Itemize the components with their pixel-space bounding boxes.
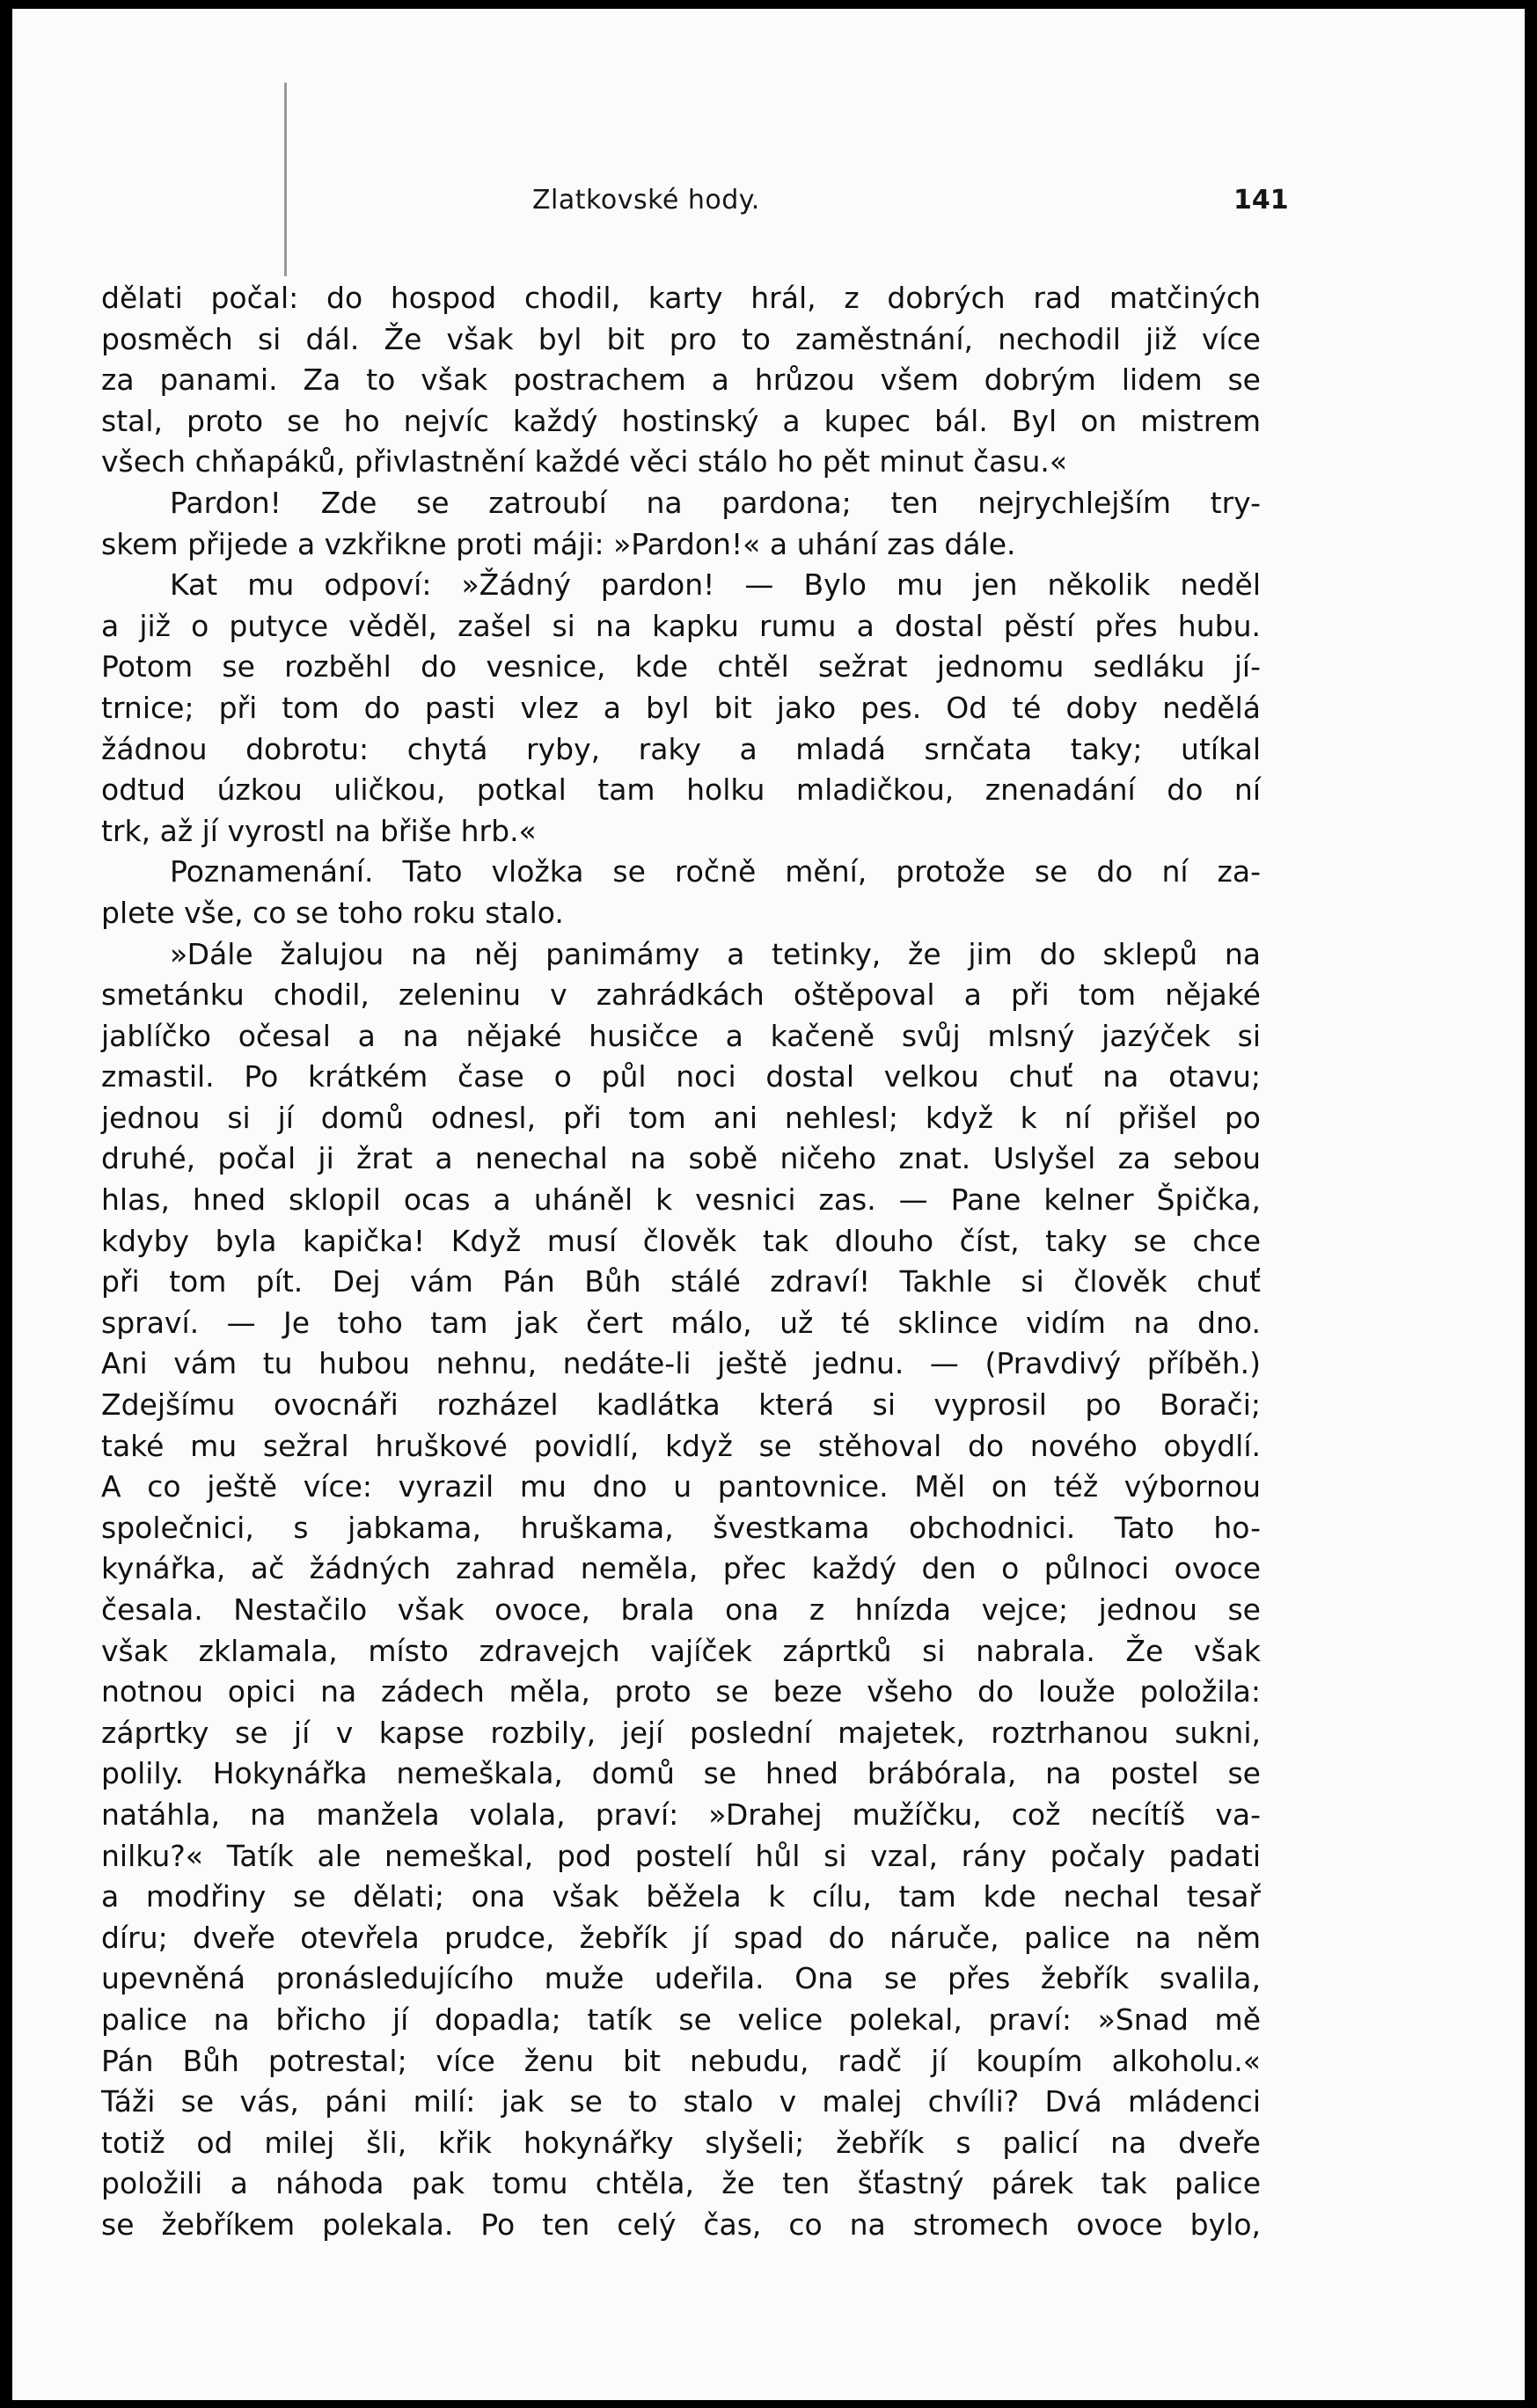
text-line: česala. Nestačilo však ovoce, brala ona z hnízda vejce; jednou se <box>101 1592 1261 1627</box>
text-line: zmastil. Po krátkém čase o půl noci dostal velkou chuť na otavu; <box>101 1059 1261 1094</box>
page-fold-mark <box>284 83 287 276</box>
text-line: se žebříkem polekala. Po ten celý čas, co na stromech ovoce bylo, <box>101 2207 1261 2242</box>
text-line: Zdejšímu ovocnáři rozházel kadlátka která si vyprosil po Borači; <box>101 1387 1261 1423</box>
text-line: upevněná pronásledujícího muže udeřila. Ona se přes žebřík svalila, <box>101 1961 1261 1996</box>
text-line: všech chňapáků, přivlastnění každé věci stálo ho pět minut času.« <box>101 444 1068 479</box>
text-line: kdyby byla kapička! Když musí člověk tak dlouho číst, taky se chce <box>101 1223 1261 1258</box>
text-line: stal, proto se ho nejvíc každý hostinský a kupec bál. Byl on mistrem <box>101 403 1261 438</box>
text-line: skem přijede a vzkřikne proti máji: »Pardon!« a uhání zas dále. <box>101 526 1016 561</box>
text-line: a modřiny se dělati; ona však běžela k cílu, tam kde nechal tesař <box>101 1879 1261 1914</box>
body-text <box>101 278 1261 2246</box>
text-line: trk, až jí vyrostl na břiše hrb.« <box>101 813 537 848</box>
text-line: kynářka, ač žádných zahrad neměla, přec každý den o půlnoci ovoce <box>101 1551 1261 1586</box>
text-line: však zklamala, místo zdravejch vajíček záprtků si nabrala. Že však <box>101 1633 1261 1668</box>
text-line: natáhla, na manžela volala, praví: »Drahej mužíčku, což necítíš va- <box>101 1797 1261 1832</box>
text-line: »Dále žalujou na něj panimámy a tetinky, že jim do sklepů na <box>170 936 1261 971</box>
text-line: odtud úzkou uličkou, potkal tam holku mladičkou, znenadání do ní <box>101 772 1261 808</box>
page-number: 141 <box>1233 185 1289 216</box>
text-line: Poznamenání. Tato vložka se ročně mění, protože se do ní za- <box>170 854 1261 889</box>
text-line: smetánku chodil, zeleninu v zahrádkách oštěpoval a při tom nějaké <box>101 977 1261 1013</box>
text-line: Ani vám tu hubou nehnu, nedáte-li ještě jednu. — (Pravdivý příběh.) <box>101 1346 1261 1381</box>
text-line: spraví. — Je toho tam jak čert málo, už té sklince vidím na dno. <box>101 1305 1261 1340</box>
text-line: hlas, hned sklopil ocas a uháněl k vesnici zas. — Pane kelner Špička, <box>101 1182 1261 1218</box>
text-line: díru; dveře otevřela prudce, žebřík jí spad do náruče, palice na něm <box>101 1920 1261 1955</box>
text-line: posměch si dál. Že však byl bit pro to zaměstnání, nechodil již více <box>101 321 1261 356</box>
text-line: Pán Bůh potrestal; více ženu bit nebudu, radč jí koupím alkoholu.« <box>101 2043 1261 2078</box>
text-line: dělati počal: do hospod chodil, karty hrál, z dobrých rad matčiných <box>101 281 1261 315</box>
text-line: palice na břicho jí dopadla; tatík se velice polekal, praví: »Snad mě <box>101 2002 1261 2037</box>
text-line: položili a náhoda pak tomu chtěla, že ten šťastný párek tak palice <box>101 2166 1261 2201</box>
text-line: A co ještě více: vyrazil mu dno u pantovnice. Měl on též výbornou <box>101 1469 1261 1504</box>
text-line: notnou opici na zádech měla, proto se beze všeho do louže položila: <box>101 1674 1261 1709</box>
text-line: nilku?« Tatík ale nemeškal, pod postelí hůl si vzal, rány počaly padati <box>101 1838 1261 1873</box>
text-line: polily. Hokynářka nemeškala, domů se hned brábórala, na postel se <box>101 1756 1261 1791</box>
text-line: jablíčko očesal a na nějaké husičce a kačeně svůj mlsný jazýček si <box>101 1018 1261 1053</box>
running-title: Zlatkovské hody. <box>532 185 760 216</box>
text-line: a již o putyce věděl, zašel si na kapku rumu a dostal pěstí přes hubu. <box>101 608 1261 643</box>
book-page <box>12 9 1525 2400</box>
text-line: také mu sežral hruškové povidlí, když se stěhoval do nového obydlí. <box>101 1428 1261 1463</box>
text-line: společnici, s jabkama, hruškama, švestkama obchodnici. Tato ho- <box>101 1510 1261 1545</box>
text-line: záprtky se jí v kapse rozbily, její poslední majetek, roztrhanou sukni, <box>101 1715 1261 1750</box>
text-line: jednou si jí domů odnesl, při tom ani nehlesl; když k ní přišel po <box>101 1100 1261 1135</box>
text-line: při tom pít. Dej vám Pán Bůh stálé zdraví! Takhle si člověk chuť <box>101 1264 1261 1299</box>
text-line: za panami. Za to však postrachem a hrůzou všem dobrým lidem se <box>101 362 1261 398</box>
text-line: žádnou dobrotu: chytá ryby, raky a mladá srnčata taky; utíkal <box>101 731 1261 766</box>
text-line: druhé, počal ji žrat a nenechal na sobě ničeho znat. Uslyšel za sebou <box>101 1141 1261 1176</box>
text-line: Táži se vás, páni milí: jak se to stalo v malej chvíli? Dvá mládenci <box>101 2084 1261 2119</box>
text-line: Potom se rozběhl do vesnice, kde chtěl sežrat jednomu sedláku jí- <box>101 649 1261 684</box>
text-line: Pardon! Zde se zatroubí na pardona; ten nejrychlejším try- <box>170 485 1261 520</box>
text-line: totiž od milej šli, křik hokynářky slyšeli; žebřík s palicí na dveře <box>101 2125 1261 2160</box>
text-line: plete vše, co se toho roku stalo. <box>101 895 564 930</box>
text-line: trnice; při tom do pasti vlez a byl bit jako pes. Od té doby nedělá <box>101 690 1261 725</box>
text-line: Kat mu odpoví: »Žádný pardon! — Bylo mu jen několik neděl <box>170 567 1261 603</box>
